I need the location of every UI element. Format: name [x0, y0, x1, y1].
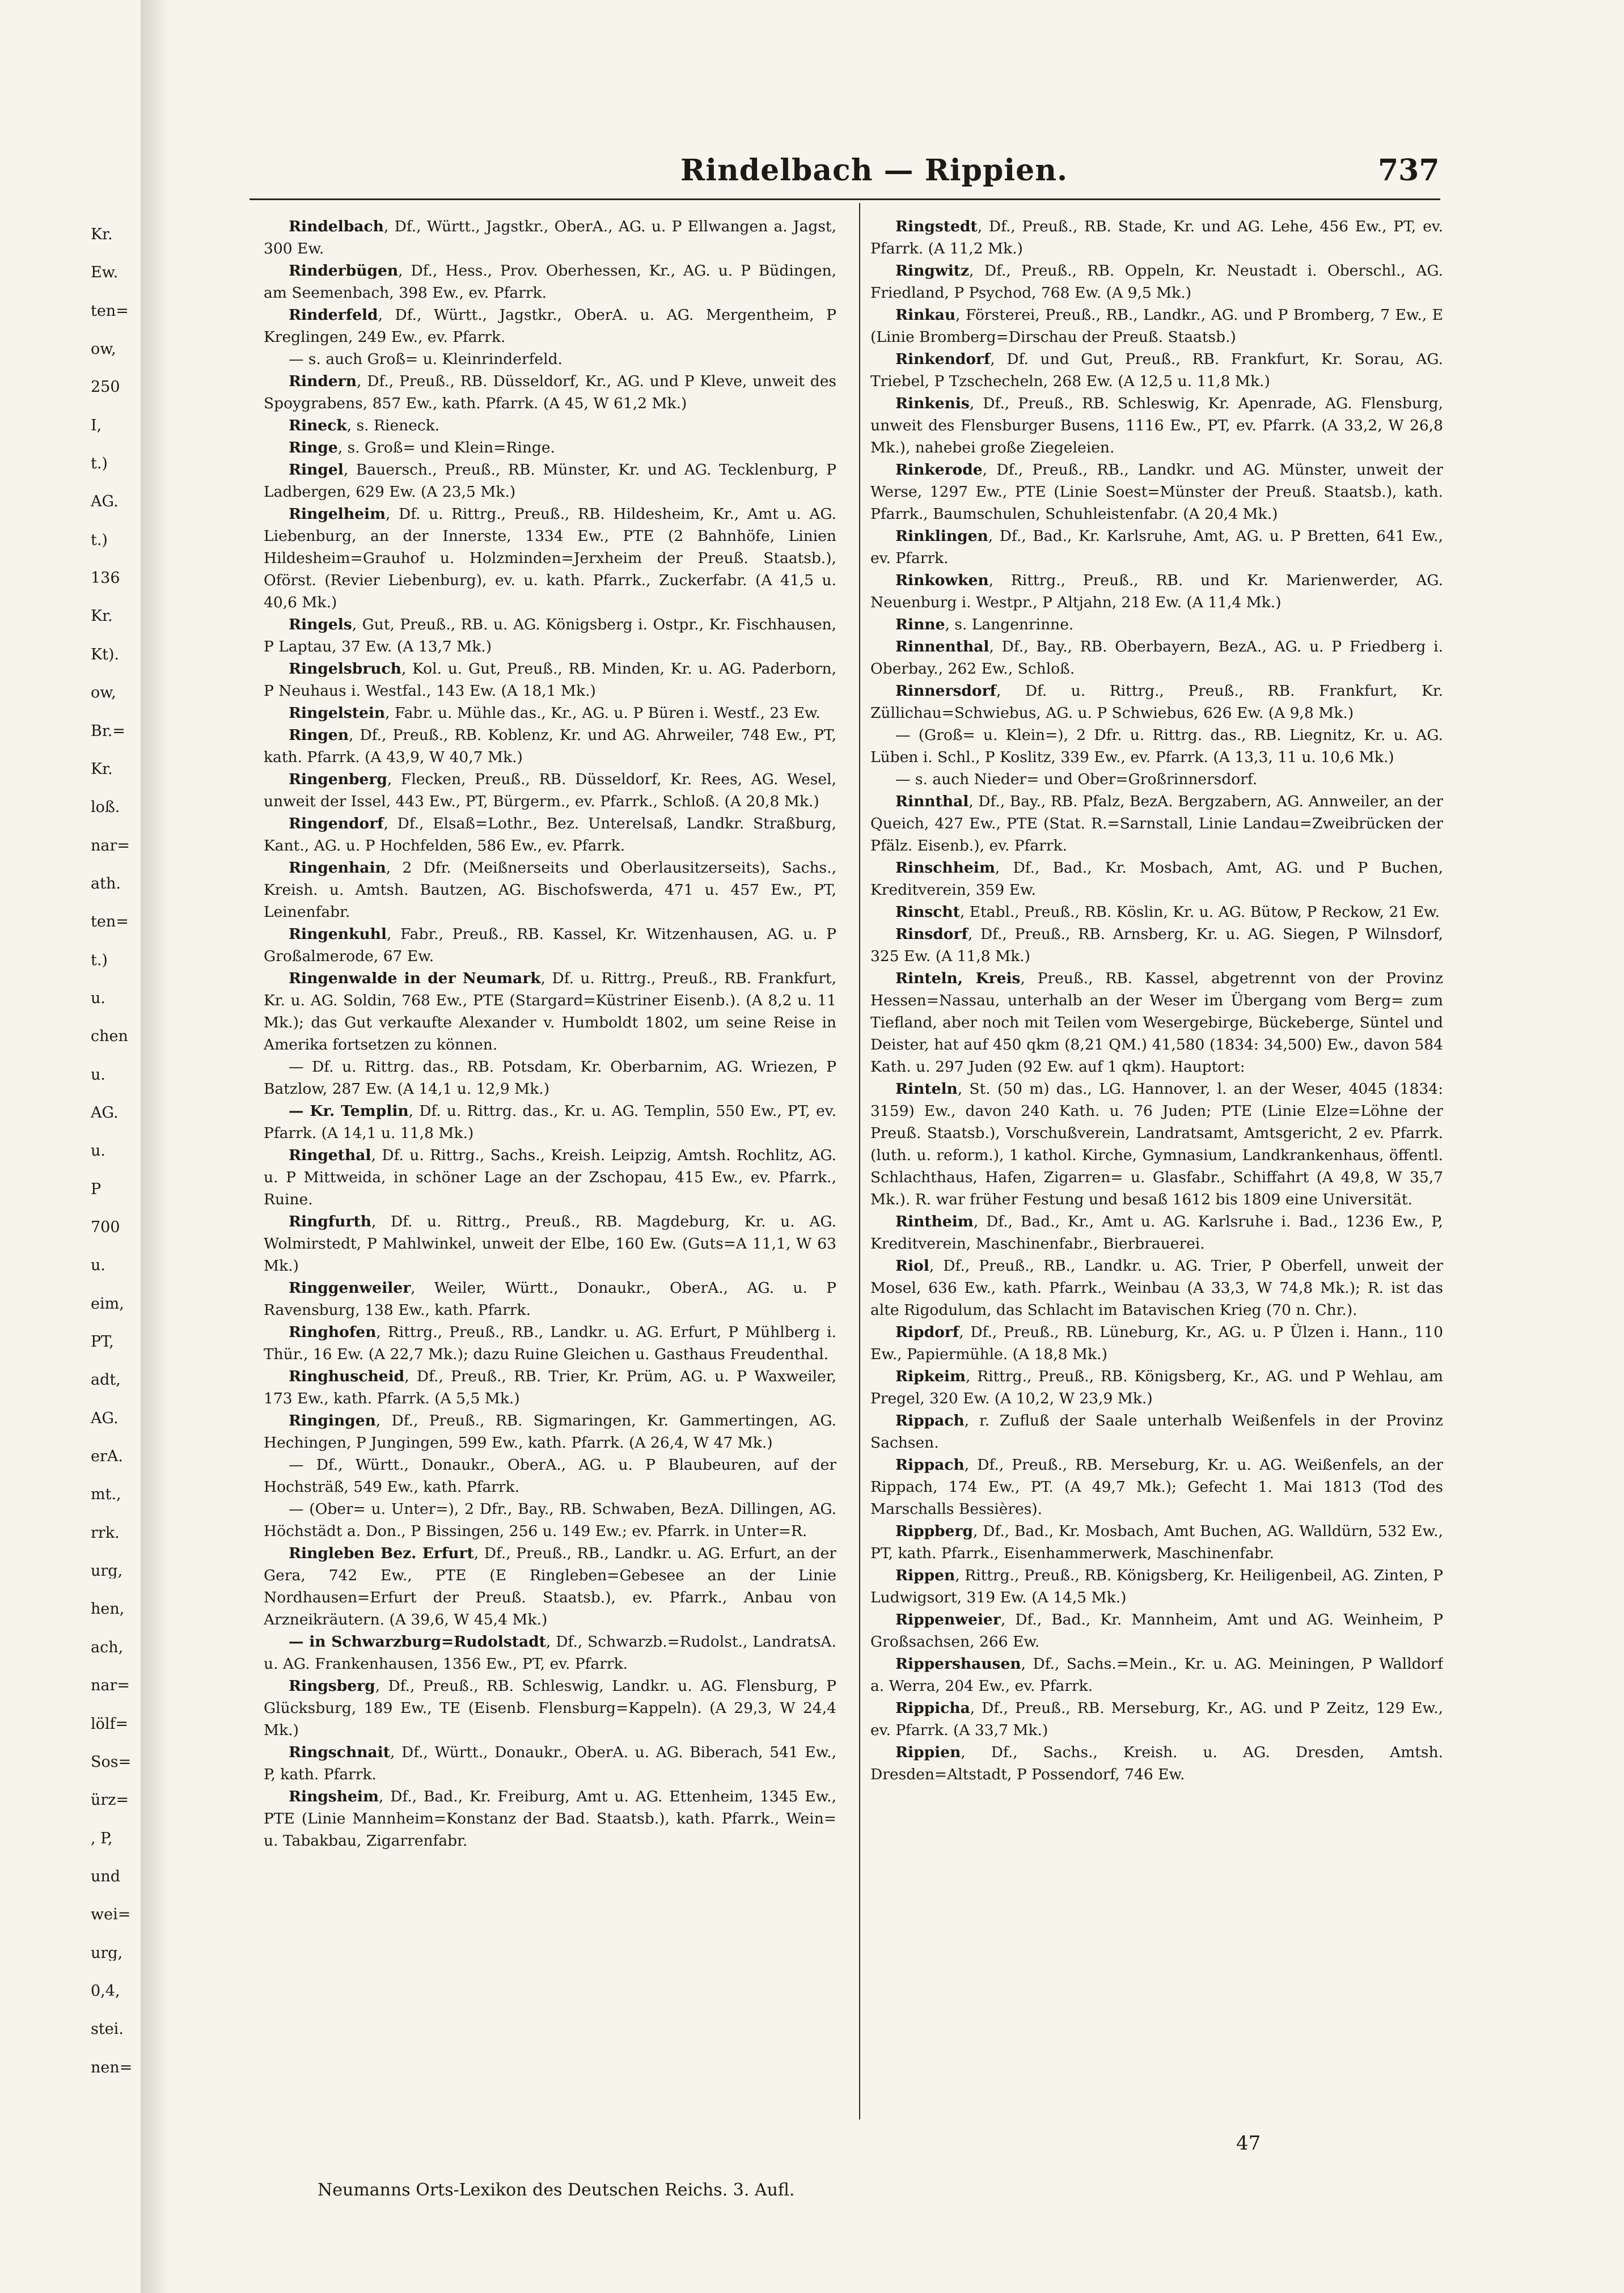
margin-fragment: 136: [91, 570, 120, 586]
entry-headword: Rinschheim: [895, 859, 995, 877]
entry-headword: Rippach: [895, 1412, 965, 1429]
entry-headword: Rinteln: [895, 1080, 958, 1098]
entry-text: , Kol. u. Gut, Preuß., RB. Minden, Kr. u. AG. Paderborn, P Neuhaus i. Westfal., 143 Ew. (A 18,1 Mk.): [264, 660, 836, 700]
entry-text: , s. Rieneck.: [346, 417, 440, 434]
entry-headword: — in Schwarzburg=Rudolstadt: [289, 1633, 546, 1651]
gazetteer-entry: [264, 348, 836, 370]
margin-fragment: Kr.: [91, 608, 113, 624]
margin-fragment: erA.: [91, 1449, 123, 1465]
entry-text: , Preuß., RB. Kassel, abgetrennt von der Provinz Hessen=Nassau, unterhalb an der Weser im Übergang vom Berg= zum Tiefland, aber noch mit Teilen vom Wesergebirge, Bückeberge, Süntel und Deister, hat auf 450 qkm (8,21 QM.) 41,580 (1834: 34,500) Ew., davon 584 Kath. u. 297 Juden (92 Ew. auf 1 qkm). Hauptort:: [870, 970, 1443, 1076]
entry-headword: Rinnenthal: [895, 638, 989, 655]
margin-fragment: und: [91, 1868, 121, 1884]
gazetteer-entry: [264, 923, 836, 967]
column-divider: [859, 203, 860, 2119]
entry-headword: Rineck: [289, 417, 347, 434]
margin-fragment: wei=: [91, 1907, 131, 1923]
gazetteer-entry: [264, 1100, 836, 1144]
gazetteer-entry: [870, 967, 1443, 1078]
entry-headword: Ringels: [289, 616, 352, 633]
entry-text: — (Groß= u. Klein=), 2 Dfr. u. Rittrg. das., RB. Liegnitz, Kr. u. AG. Lüben i. Schl., P Koslitz, 339 Ew., ev. Pfarrk. (A 13,3, 11 u. 10,6 Mk.): [870, 726, 1443, 766]
entry-text: , Gut, Preuß., RB. u. AG. Königsberg i. Ostpr., Kr. Fischhausen, P Laptau, 37 Ew. (A 13,7 Mk.): [264, 616, 836, 655]
margin-fragment: PT,: [91, 1334, 114, 1350]
entry-text: , Df., Bad., Kr. Mannheim, Amt und AG. Weinheim, P Großsachsen, 266 Ew.: [870, 1611, 1443, 1651]
margin-fragment: chen: [91, 1029, 128, 1044]
margin-fragment: t.): [91, 532, 108, 548]
gazetteer-entry: [264, 414, 836, 437]
entry-text: , Rittrg., Preuß., RB. Königsberg, Kr., AG. und P Wehlau, am Pregel, 320 Ew. (A 10,2, W 23,9 Mk.): [870, 1368, 1443, 1407]
entry-text: — Df. u. Rittrg. das., RB. Potsdam, Kr. Oberbarnim, AG. Wriezen, P Batzlow, 287 Ew. (A 14,1 u. 12,9 Mk.): [264, 1058, 836, 1098]
entry-text: , Df., Bay., RB. Pfalz, BezA. Bergzabern, AG. Annweiler, an der Queich, 427 Ew., PTE (Stat. R.=Sarnstall, Linie Landau=Zweibrücken der Pfälz. Eisenb.), ev. Pfarrk.: [870, 793, 1443, 854]
entry-text: , Df. u. Rittrg., Preuß., RB. Frankfurt, Kr. u. AG. Soldin, 768 Ew., PTE (Stargard=Küstriner Eisenb.). (A 8,2 u. 11 Mk.); das Gut verkaufte Alexander v. Humboldt 1802, um seine Reise in Amerika fortsetzen zu können.: [264, 970, 836, 1054]
entry-text: — (Ober= u. Unter=), 2 Dfr., Bay., RB. Schwaben, BezA. Dillingen, AG. Höchstädt a. Don., P Bissingen, 256 u. 149 Ew.; ev. Pfarrk. in Unter=R.: [264, 1500, 836, 1540]
entry-headword: Ringsheim: [289, 1788, 379, 1805]
gazetteer-entry: [870, 724, 1443, 768]
margin-fragment: u.: [91, 1143, 105, 1159]
gazetteer-entry: [870, 857, 1443, 901]
entry-headword: Rinderbügen: [289, 262, 399, 280]
footer-imprint: Neumanns Orts-Lexikon des Deutschen Reichs. 3. Aufl.: [318, 2180, 795, 2200]
entry-text: , Df. u. Rittrg., Preuß., RB. Magdeburg, Kr. u. AG. Wolmirstedt, P Mahlwinkel, unweit der Elbe, 160 Ew. (Guts=A 11,1, W 63 Mk.): [264, 1213, 836, 1275]
entry-text: , Df., Preuß., RB. Merseburg, Kr. u. AG. Weißenfels, an der Rippach, 174 Ew., PT. (A 49,7 Mk.); Gefecht 1. Mai 1813 (Tod des Marschalls Bessières).: [870, 1456, 1443, 1518]
entry-headword: Ringenkuhl: [289, 925, 387, 943]
gazetteer-entry: [870, 260, 1443, 304]
entry-headword: Ringenberg: [289, 771, 387, 788]
gazetteer-entry: [264, 967, 836, 1056]
entry-text: , Flecken, Preuß., RB. Düsseldorf, Kr. Rees, AG. Wesel, unweit der Issel, 443 Ew., PT, Bürgerm., ev. Pfarrk., Schloß. (A 20,8 Mk.): [264, 771, 836, 810]
gazetteer-entry: [264, 658, 836, 702]
entry-text: , Df., Preuß., RB. Oppeln, Kr. Neustadt i. Oberschl., AG. Friedland, P Psychod, 768 Ew. (A 9,5 Mk.): [870, 262, 1443, 302]
left-column: [264, 215, 836, 1852]
entry-text: , Etabl., Preuß., RB. Köslin, Kr. u. AG. Bütow, P Reckow, 21 Ew.: [959, 903, 1440, 921]
entry-text: , Df. u. Rittrg. das., Kr. u. AG. Templin, 550 Ew., PT, ev. Pfarrk. (A 14,1 u. 11,8 Mk.): [264, 1102, 836, 1142]
margin-fragment: nar=: [91, 1678, 130, 1694]
entry-headword: Ringenwalde in der Neumark: [289, 970, 541, 987]
entry-headword: Ringsberg: [289, 1677, 375, 1695]
entry-headword: Rippien: [895, 1744, 961, 1761]
entry-headword: Ringe: [289, 439, 338, 456]
gazetteer-entry: [264, 1365, 836, 1410]
gazetteer-entry: [264, 1277, 836, 1321]
gazetteer-entry: [264, 1454, 836, 1498]
entry-headword: Ringwitz: [895, 262, 970, 280]
entry-headword: Rinkerode: [895, 461, 983, 479]
gazetteer-entry: [870, 1211, 1443, 1255]
gazetteer-entry: [870, 1078, 1443, 1211]
margin-fragment: ürz=: [91, 1792, 129, 1808]
gazetteer-entry: [264, 813, 836, 857]
entry-text: , Rittrg., Preuß., RB., Landkr. u. AG. Erfurt, P Mühlberg i. Thür., 16 Ew. (A 22,7 Mk.); dazu Ruine Gleichen u. Gasthaus Freudenthal.: [264, 1323, 836, 1363]
gazetteer-entry: [264, 215, 836, 260]
gazetteer-entry: [870, 1520, 1443, 1564]
gazetteer-entry: [870, 636, 1443, 680]
margin-fragment: t.): [91, 952, 108, 968]
entry-text: , Df., Elsaß=Lothr., Bez. Unterelsaß, Landkr. Straßburg, Kant., AG. u. P Hochfelden, 586 Ew., ev. Pfarrk.: [264, 815, 836, 854]
entry-text: , Df. u. Rittrg., Sachs., Kreish. Leipzig, Amtsh. Rochlitz, AG. u. P Mittweida, in schöner Lage an der Zschopau, 415 Ew., ev. Pfarrk., Ruine.: [264, 1146, 836, 1208]
margin-fragment: 700: [91, 1220, 120, 1236]
margin-fragment: Kr.: [91, 761, 113, 777]
gazetteer-entry: [870, 1653, 1443, 1697]
entry-headword: Rippach: [895, 1456, 965, 1474]
entry-text: , 2 Dfr. (Meißnerseits und Oberlausitzerseits), Sachs., Kreish. u. Amtsh. Bautzen, AG. Bischofswerda, 471 u. 457 Ew., PT, Leinenfabr.: [264, 859, 836, 921]
margin-fragment: adt,: [91, 1372, 121, 1388]
gazetteer-entry: [264, 503, 836, 614]
gazetteer-entry: [870, 1365, 1443, 1410]
entry-text: , Df. und Gut, Preuß., RB. Frankfurt, Kr. Sorau, AG. Triebel, P Tzschecheln, 268 Ew. (A 12,5 u. 11,8 Mk.): [870, 350, 1443, 390]
entry-text: , Df., Preuß., RB., Landkr. und AG. Münster, unweit der Werse, 1297 Ew., PTE (Linie Soest=Münster der Preuß. Staatsb.), kath. Pfarrk., Baumschulen, Schuhleistenfabr. (A 20,4 Mk.): [870, 461, 1443, 523]
entry-text: , Försterei, Preuß., RB., Landkr., AG. und P Bromberg, 7 Ew., E (Linie Bromberg=Dirschau der Preuß. Staatsb.): [870, 306, 1443, 346]
entry-headword: Ripkeim: [895, 1368, 966, 1385]
entry-text: , Df., Bad., Kr. Karlsruhe, Amt, AG. u. P Bretten, 641 Ew., ev. Pfarrk.: [870, 527, 1443, 567]
entry-text: , Df., Preuß., RB. Schleswig, Kr. Apenrade, AG. Flensburg, unweit des Flensburger Busens, 1116 Ew., PT, ev. Pfarrk. (A 33,2, W 26,8 Mk.), nahebei große Ziegeleien.: [870, 395, 1443, 456]
entry-headword: Riol: [895, 1257, 929, 1275]
entry-text: , Df. u. Rittrg., Preuß., RB. Frankfurt, Kr. Züllichau=Schwiebus, AG. u. P Schwiebus, 626 Ew. (A 9,8 Mk.): [870, 682, 1443, 722]
gazetteer-entry: [870, 1255, 1443, 1321]
margin-fragment: ath.: [91, 875, 121, 891]
entry-text: , Df., Preuß., RB. Arnsberg, Kr. u. AG. Siegen, P Wilnsdorf, 325 Ew. (A 11,8 Mk.): [870, 925, 1443, 965]
entry-headword: Ringgenweiler: [289, 1279, 411, 1297]
gazetteer-entry: [264, 1675, 836, 1741]
entry-text: , Df., Bay., RB. Oberbayern, BezA., AG. u. P Friedberg i. Oberbay., 262 Ew., Schloß.: [870, 638, 1443, 678]
entry-headword: Ringelstein: [289, 704, 386, 722]
entry-text: , Df., Preuß., RB. Düsseldorf, Kr., AG. und P Kleve, unweit des Spoygrabens, 857 Ew., kath. Pfarrk. (A 45, W 61,2 Mk.): [264, 373, 836, 412]
margin-fragment: urg,: [91, 1945, 123, 1961]
gazetteer-entry: [264, 437, 836, 459]
gazetteer-entry: [870, 304, 1443, 348]
entry-text: , Df., Preuß., RB. Schleswig, Landkr. u. AG. Flensburg, P Glücksburg, 189 Ew., TE (Eisenb. Flensburg=Kappeln). (A 29,3, W 24,4 Mk.): [264, 1677, 836, 1739]
gazetteer-entry: [870, 215, 1443, 260]
entry-text: , Df., Bad., Kr. Freiburg, Amt u. AG. Ettenheim, 1345 Ew., PTE (Linie Mannheim=Konstanz der Bad. Staatsb.), kath. Pfarrk., Wein= u. Tabakbau, Zigarrenfabr.: [264, 1788, 836, 1850]
entry-text: , Df., Württ., Donaukr., OberA. u. AG. Biberach, 541 Ew., P, kath. Pfarrk.: [264, 1744, 836, 1783]
entry-text: , Df., Schwarzb.=Rudolst., LandratsA. u. AG. Frankenhausen, 1356 Ew., PT, ev. Pfarrk.: [264, 1633, 836, 1673]
gazetteer-entry: [870, 1697, 1443, 1741]
margin-fragment: u.: [91, 1258, 105, 1274]
gazetteer-entry: [264, 857, 836, 923]
gazetteer-entry: [870, 1410, 1443, 1454]
gazetteer-entry: [870, 1321, 1443, 1365]
entry-headword: Ringelsbruch: [289, 660, 401, 678]
gazetteer-entry: [264, 1631, 836, 1675]
entry-headword: Rippen: [895, 1567, 955, 1584]
entry-headword: — Kr. Templin: [289, 1102, 409, 1120]
entry-text: , Df., Sachs., Kreish. u. AG. Dresden, Amtsh. Dresden=Altstadt, P Possendorf, 746 Ew.: [870, 1744, 1443, 1783]
gazetteer-entry: [264, 1542, 836, 1631]
gazetteer-entry: [264, 1786, 836, 1852]
running-head: Rindelbach — Rippien.: [680, 153, 1068, 188]
gazetteer-entry: [264, 614, 836, 658]
gazetteer-entry: [264, 1410, 836, 1454]
margin-fragment: ten=: [91, 303, 129, 319]
entry-headword: Rinkau: [895, 306, 956, 324]
margin-fragment: ten=: [91, 914, 129, 930]
gazetteer-entry: [264, 1741, 836, 1786]
gazetteer-entry: [264, 1321, 836, 1365]
gazetteer-entry: [870, 1741, 1443, 1786]
entry-headword: Ringelheim: [289, 505, 386, 523]
entry-text: , Df., Bad., Kr., Amt u. AG. Karlsruhe i. Bad., 1236 Ew., P, Kreditverein, Maschinenfabr., Bierbrauerei.: [870, 1213, 1443, 1253]
entry-headword: Rinderfeld: [289, 306, 378, 324]
gazetteer-entry: [264, 724, 836, 768]
entry-headword: Ringendorf: [289, 815, 384, 832]
gazetteer-entry: [870, 348, 1443, 392]
header-rule: [249, 198, 1440, 200]
margin-fragment: lölf=: [91, 1716, 129, 1732]
margin-fragment: Ew.: [91, 265, 119, 281]
entry-headword: Rinteln, Kreis: [895, 970, 1021, 987]
margin-fragment: ow,: [91, 341, 116, 357]
gazetteer-entry: [264, 1056, 836, 1100]
gazetteer-entry: [870, 680, 1443, 724]
margin-fragment: 250: [91, 379, 120, 395]
entry-text: , Fabr. u. Mühle das., Kr., AG. u. P Büren i. Westf., 23 Ew.: [385, 704, 821, 722]
entry-headword: Ringfurth: [289, 1213, 372, 1230]
entry-headword: Rinsdorf: [895, 925, 968, 943]
entry-text: , Df., Bad., Kr. Mosbach, Amt, AG. und P Buchen, Kreditverein, 359 Ew.: [870, 859, 1443, 899]
margin-fragment: 0,4,: [91, 1983, 120, 1999]
entry-text: , Df., Preuß., RB., Landkr. u. AG. Trier, P Oberfell, unweit der Mosel, 636 Ew., kath. Pfarrk., Weinbau (A 33,3, W 74,8 Mk.); R. ist das alte Rigodulum, das Schlacht im Batavischen Krieg (70 n. Chr.).: [870, 1257, 1443, 1319]
margin-fragment: Br.=: [91, 723, 125, 739]
entry-headword: Ringethal: [289, 1146, 371, 1164]
margin-fragment: P: [91, 1181, 102, 1197]
margin-fragment: rrk.: [91, 1525, 120, 1541]
entry-headword: Rinnthal: [895, 793, 969, 810]
entry-text: , Df., Preuß., RB. Merseburg, Kr., AG. und P Zeitz, 129 Ew., ev. Pfarrk. (A 33,7 Mk.): [870, 1699, 1443, 1739]
gazetteer-entry: [870, 901, 1443, 923]
page-gutter-shadow: [141, 0, 169, 2293]
entry-text: , Df., Sachs.=Mein., Kr. u. AG. Meiningen, P Walldorf a. Werra, 204 Ew., ev. Pfarrk.: [870, 1655, 1443, 1695]
entry-headword: Rinkowken: [895, 572, 989, 589]
entry-headword: Rindern: [289, 373, 357, 390]
entry-headword: Ringhofen: [289, 1323, 377, 1341]
entry-text: — Df., Württ., Donaukr., OberA., AG. u. P Blaubeuren, auf der Hochsträß, 549 Ew., kath. Pfarrk.: [264, 1456, 836, 1496]
gazetteer-entry: [264, 1498, 836, 1542]
margin-fragment: stei.: [91, 2021, 124, 2037]
entry-headword: Rinnersdorf: [895, 682, 996, 700]
entry-headword: Rinkendorf: [895, 350, 991, 368]
entry-text: , Bauersch., Preuß., RB. Münster, Kr. und AG. Tecklenburg, P Ladbergen, 629 Ew. (A 23,5 Mk.): [264, 461, 836, 501]
entry-headword: Rinne: [895, 616, 945, 633]
margin-fragment: hen,: [91, 1601, 125, 1617]
entry-text: , r. Zufluß der Saale unterhalb Weißenfels in der Provinz Sachsen.: [870, 1412, 1443, 1452]
margin-fragment: AG.: [91, 1410, 119, 1426]
gazetteer-entry: [870, 1609, 1443, 1653]
entry-headword: Ringen: [289, 726, 349, 744]
gazetteer-entry: [264, 768, 836, 813]
gazetteer-entry: [870, 569, 1443, 614]
entry-headword: Rintheim: [895, 1213, 974, 1230]
gazetteer-entry: [870, 790, 1443, 857]
margin-fragment: AG.: [91, 494, 119, 510]
margin-fragment: , P,: [91, 1830, 113, 1846]
gazetteer-entry: [264, 304, 836, 348]
entry-headword: Rippicha: [895, 1699, 970, 1717]
entry-headword: Rinscht: [895, 903, 960, 921]
entry-headword: Rippershausen: [895, 1655, 1021, 1673]
entry-text: , Df., Württ., Jagstkr., OberA. u. AG. Mergentheim, P Kreglingen, 249 Ew., ev. Pfarrk.: [264, 306, 836, 346]
entry-text: , Fabr., Preuß., RB. Kassel, Kr. Witzenhausen, AG. u. P Großalmerode, 67 Ew.: [264, 925, 836, 965]
gazetteer-entry: [264, 1144, 836, 1211]
margin-fragment: Kt).: [91, 646, 120, 662]
gazetteer-entry: [264, 459, 836, 503]
entry-headword: Ringstedt: [895, 218, 978, 235]
entry-headword: Rippberg: [895, 1522, 974, 1540]
margin-fragment: nen=: [91, 2059, 133, 2075]
gazetteer-entry: [264, 702, 836, 724]
gazetteer-entry: [870, 525, 1443, 569]
entry-headword: Ringschnait: [289, 1744, 390, 1761]
margin-fragment: mt.,: [91, 1487, 121, 1503]
entry-text: , Weiler, Württ., Donaukr., OberA., AG. u. P Ravensburg, 138 Ew., kath. Pfarrk.: [264, 1279, 836, 1319]
margin-fragment: AG.: [91, 1105, 119, 1120]
margin-fragment: urg,: [91, 1563, 123, 1579]
margin-fragment: loß.: [91, 799, 120, 815]
gazetteer-entry: [870, 923, 1443, 967]
entry-headword: Ringingen: [289, 1412, 376, 1429]
entry-text: , Df., Preuß., RB. Stade, Kr. und AG. Lehe, 456 Ew., PT, ev. Pfarrk. (A 11,2 Mk.): [870, 218, 1443, 257]
entry-text: — s. auch Nieder= und Ober=Großrinnersdorf.: [895, 771, 1258, 788]
entry-text: , Df., Preuß., RB. Koblenz, Kr. und AG. Ahrweiler, 748 Ew., PT, kath. Pfarrk. (A 43,9, W 40,7 Mk.): [264, 726, 836, 766]
margin-fragment: eim,: [91, 1296, 124, 1312]
margin-fragment: ach,: [91, 1639, 124, 1655]
entry-text: , s. Langenrinne.: [945, 616, 1074, 633]
entry-text: , Df., Preuß., RB. Lüneburg, Kr., AG. u. P Ülzen i. Hann., 110 Ew., Papiermühle. (A 18,8 Mk.): [870, 1323, 1443, 1363]
entry-headword: Ringenhain: [289, 859, 386, 877]
page-number: 737: [1378, 153, 1440, 188]
entry-text: , St. (50 m) das., LG. Hannover, l. an der Weser, 4045 (1834: 3159) Ew., davon 240 Kath. u. 76 Juden; PTE (Linie Elze=Löhne der Preuß. Staatsb.), Vorschußverein, Landratsamt, Amtsgericht, 2 ev. Pfarrk. (luth. u. reform.), 1 kathol. Kirche, Gymnasium, Landkrankenhaus, öffentl. Schlachthaus, Hafen, Zigarren= u. Glasfabr., Schiffahrt (A 49,8, W 35,7 Mk.). R. war früher Festung und besaß 1612 bis 1809 eine Universität.: [870, 1080, 1443, 1208]
entry-text: , Df., Hess., Prov. Oberhessen, Kr., AG. u. P Büdingen, am Seemenbach, 398 Ew., ev. Pfarrk.: [264, 262, 836, 302]
gazetteer-entry: [870, 392, 1443, 459]
margin-fragment: u.: [91, 1067, 105, 1082]
gazetteer-entry: [870, 614, 1443, 636]
signature-mark: 47: [1236, 2132, 1261, 2155]
entry-headword: Rindelbach: [289, 218, 384, 235]
entry-text: — s. auch Groß= u. Kleinrinderfeld.: [289, 350, 563, 368]
margin-fragment: I,: [91, 417, 102, 433]
entry-text: , Rittrg., Preuß., RB. und Kr. Marienwerder, AG. Neuenburg i. Westpr., P Altjahn, 218 Ew. (A 11,4 Mk.): [870, 572, 1443, 611]
gazetteer-entry: [870, 768, 1443, 790]
entry-headword: Ringel: [289, 461, 344, 479]
margin-fragment: t.): [91, 456, 108, 472]
margin-fragment: u.: [91, 990, 105, 1006]
entry-headword: Rippenweier: [895, 1611, 1001, 1628]
margin-fragment: nar=: [91, 837, 130, 853]
gazetteer-entry: [870, 1454, 1443, 1520]
gazetteer-entry: [870, 1564, 1443, 1609]
entry-headword: Ringhuscheid: [289, 1368, 405, 1385]
gazetteer-entry: [264, 370, 836, 414]
entry-text: , Df., Bad., Kr. Mosbach, Amt Buchen, AG. Walldürn, 532 Ew., PT, kath. Pfarrk., Eisenhammerwerk, Maschinenfabr.: [870, 1522, 1443, 1562]
entry-text: , Df. u. Rittrg., Preuß., RB. Hildesheim, Kr., Amt u. AG. Liebenburg, an der Innerste, 1334 Ew., PTE (2 Bahnhöfe, Linien Hildesheim=Grauhof u. Holzminden=Jerxheim der Preuß. Staatsb.), Oförst. (Revier Liebenburg), ev. u. kath. Pfarrk., Zuckerfabr. (A 41,5 u. 40,6 Mk.): [264, 505, 836, 611]
entry-headword: Ringleben Bez. Erfurt: [289, 1545, 474, 1562]
right-column: [870, 215, 1443, 1786]
entry-text: , Rittrg., Preuß., RB. Königsberg, Kr. Heiligenbeil, AG. Zinten, P Ludwigsort, 319 Ew. (A 14,5 Mk.): [870, 1567, 1443, 1606]
entry-text: , s. Groß= und Klein=Ringe.: [337, 439, 555, 456]
margin-fragment: Kr.: [91, 227, 113, 242]
entry-text: , Df., Preuß., RB. Sigmaringen, Kr. Gammertingen, AG. Hechingen, P Jungingen, 599 Ew., kath. Pfarrk. (A 26,4, W 47 Mk.): [264, 1412, 836, 1452]
entry-headword: Ripdorf: [895, 1323, 959, 1341]
entry-text: , Df., Preuß., RB., Landkr. u. AG. Erfurt, an der Gera, 742 Ew., PTE (E Ringleben=Gebesee an der Linie Nordhausen=Erfurt der Preuß. Staatsb.), ev. Pfarrk., Anbau von Arzneikräutern. (A 39,6, W 45,4 Mk.): [264, 1545, 836, 1628]
entry-text: , Df., Preuß., RB. Trier, Kr. Prüm, AG. u. P Waxweiler, 173 Ew., kath. Pfarrk. (A 5,5 Mk.): [264, 1368, 836, 1407]
entry-text: , Df., Württ., Jagstkr., OberA., AG. u. P Ellwangen a. Jagst, 300 Ew.: [264, 218, 836, 257]
margin-fragment: ow,: [91, 685, 116, 701]
entry-headword: Rinklingen: [895, 527, 988, 545]
previous-page-margin: [0, 0, 170, 2293]
entry-headword: Rinkenis: [895, 395, 970, 412]
gazetteer-entry: [264, 1211, 836, 1277]
gazetteer-entry: [870, 459, 1443, 525]
margin-fragment: Sos=: [91, 1754, 132, 1770]
gazetteer-entry: [264, 260, 836, 304]
